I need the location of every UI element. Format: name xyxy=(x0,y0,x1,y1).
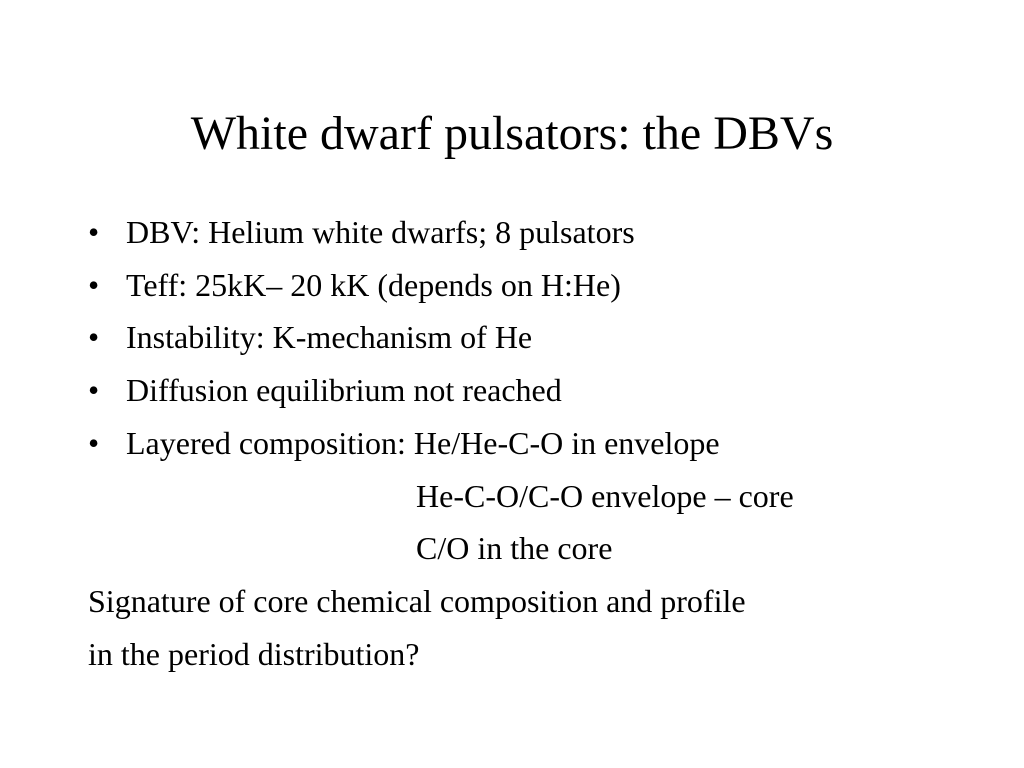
continuation-line: C/O in the core xyxy=(416,530,613,566)
bullet-marker: • xyxy=(88,372,100,408)
bullet-marker: • xyxy=(88,319,100,355)
bullet-item: Teff: 25kK– 20 kK (depends on H:He) xyxy=(126,267,621,303)
continuation-line: He-C-O/C-O envelope – core xyxy=(416,478,794,514)
bullet-marker: • xyxy=(88,267,100,303)
closing-paragraph-line: Signature of core chemical composition and profile xyxy=(88,583,746,619)
bullet-item: Diffusion equilibrium not reached xyxy=(126,372,562,408)
bullet-marker: • xyxy=(88,425,100,461)
closing-paragraph-line: in the period distribution? xyxy=(88,636,420,672)
bullet-item: DBV: Helium white dwarfs; 8 pulsators xyxy=(126,214,635,250)
bullet-marker: • xyxy=(88,214,100,250)
slide-title: White dwarf pulsators: the DBVs xyxy=(190,107,834,160)
bullet-item: Layered composition: He/He-C-O in envelope xyxy=(126,425,720,461)
bullet-item: Instability: K-mechanism of He xyxy=(126,319,533,355)
